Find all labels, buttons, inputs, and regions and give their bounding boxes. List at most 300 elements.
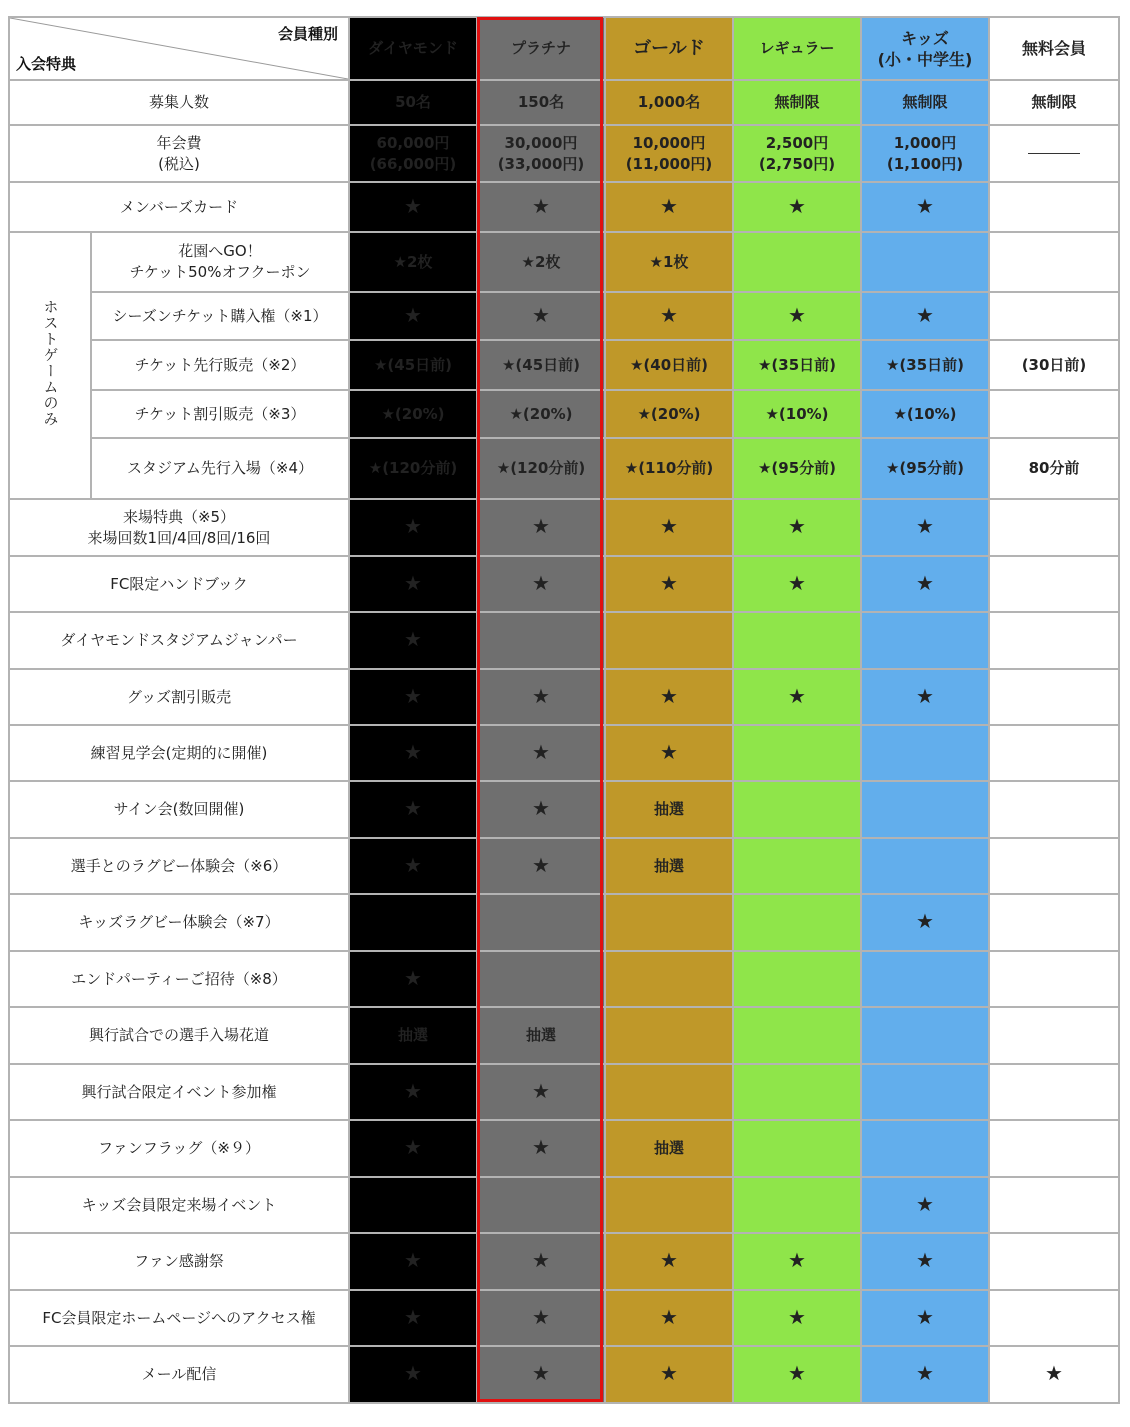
benefit-row [9, 232, 1119, 292]
star-icon: ★ [788, 193, 806, 218]
benefit-row [9, 838, 1119, 894]
benefit-label: 興行試合での選手入場花道 [88, 1026, 269, 1044]
cell-free [989, 80, 1119, 125]
cell-free [989, 894, 1119, 951]
star-icon: ★ [404, 852, 422, 877]
cell-value: ★(10%) [893, 404, 957, 423]
cell-free [989, 292, 1119, 340]
cell-kids [861, 725, 989, 781]
cell-kids [861, 894, 989, 951]
cell-diamond [349, 390, 477, 438]
cell-value-line: 1,000円 [893, 133, 957, 152]
cell-value: 抽選 [653, 1139, 684, 1157]
benefit-label-cell [9, 499, 349, 556]
cell-free [989, 438, 1119, 499]
cell-kids [861, 1233, 989, 1290]
cell-regular [733, 1177, 861, 1233]
cell-regular [733, 894, 861, 951]
star-icon: ★ [916, 193, 934, 218]
cell-platinum [477, 80, 605, 125]
cell-free [989, 1290, 1119, 1346]
cell-value-line: 10,000円 [632, 133, 706, 152]
benefit-row [9, 1346, 1119, 1403]
cell-value: ★(35日前) [757, 355, 837, 374]
cell-value: ★2枚 [393, 252, 433, 271]
cell-free [989, 838, 1119, 894]
cell-regular [733, 340, 861, 390]
cell-regular [733, 1064, 861, 1120]
header-corner-cell [9, 17, 349, 80]
star-icon: ★ [916, 1191, 934, 1216]
benefits-heading: 入会特典 [16, 55, 77, 73]
benefit-row [9, 725, 1119, 781]
benefit-label-cell [91, 232, 349, 292]
cell-platinum [477, 125, 605, 182]
cell-gold [605, 1177, 733, 1233]
cell-platinum [477, 182, 605, 232]
cell-free [989, 125, 1119, 182]
cell-value: ★(120分前) [496, 459, 586, 477]
cell-gold [605, 1346, 733, 1403]
benefit-row [9, 1233, 1119, 1290]
benefit-row [9, 951, 1119, 1007]
star-icon: ★ [404, 1135, 422, 1159]
cell-regular [733, 292, 861, 340]
star-icon: ★ [660, 739, 678, 764]
benefit-label: 募集人数 [148, 93, 209, 111]
cell-diamond [349, 781, 477, 838]
benefit-label: キッズラグビー体験会（※7） [78, 913, 280, 931]
cell-platinum [477, 340, 605, 390]
cell-value: 150名 [517, 93, 565, 111]
benefit-row [9, 781, 1119, 838]
tier-name: キッズ [901, 28, 949, 48]
benefit-label: エンドパーティーご招待（※8） [71, 969, 287, 988]
benefit-label-cell [9, 1346, 349, 1403]
benefit-label-cell [9, 838, 349, 894]
cell-free [989, 1177, 1119, 1233]
cell-value: ★2枚 [521, 252, 561, 271]
cell-platinum [477, 781, 605, 838]
cell-value: ★(95分前) [885, 459, 965, 477]
benefit-label-cell [9, 951, 349, 1007]
benefit-label: メール配信 [141, 1365, 217, 1383]
cell-value-line: 60,000円 [376, 133, 450, 152]
star-icon: ★ [404, 965, 422, 990]
benefit-label: チケット割引販売（※3） [134, 404, 306, 423]
cell-gold [605, 232, 733, 292]
cell-kids [861, 1120, 989, 1177]
cell-value: ★1枚 [649, 252, 689, 271]
star-icon: ★ [916, 1361, 934, 1385]
benefit-row [9, 499, 1119, 556]
star-icon: ★ [788, 1248, 806, 1272]
cell-gold [605, 125, 733, 182]
cell-value: ★(45日前) [501, 355, 581, 374]
star-icon: ★ [532, 193, 550, 218]
star-icon: ★ [404, 1361, 422, 1385]
benefit-label: 練習見学会(定期的に開催) [90, 743, 268, 762]
cell-diamond [349, 894, 477, 951]
cell-platinum [477, 1007, 605, 1064]
cell-platinum [477, 292, 605, 340]
cell-kids [861, 669, 989, 725]
star-icon: ★ [916, 909, 934, 933]
tier-header-kids [861, 17, 989, 80]
cell-kids [861, 1290, 989, 1346]
star-icon: ★ [404, 302, 422, 327]
star-icon: ★ [532, 852, 550, 877]
header-row [9, 17, 1119, 80]
tier-subtitle: (小・中学生) [877, 49, 973, 69]
cell-value: ★(120分前) [368, 459, 458, 477]
star-icon: ★ [660, 570, 678, 595]
cell-platinum [477, 390, 605, 438]
benefit-label: キッズ会員限定来場イベント [81, 1195, 277, 1214]
cell-value-line: (2,750円) [758, 154, 836, 173]
tier-header-gold [605, 17, 733, 80]
cell-kids [861, 182, 989, 232]
cell-gold [605, 725, 733, 781]
benefit-label: スタジアム先行入場（※4） [126, 459, 314, 477]
cell-free [989, 1233, 1119, 1290]
cell-platinum [477, 612, 605, 669]
benefit-row [9, 556, 1119, 612]
benefit-label-cell [9, 781, 349, 838]
benefit-row [9, 182, 1119, 232]
benefit-label: ダイヤモンドスタジアムジャンパー [60, 631, 298, 649]
cell-diamond [349, 1177, 477, 1233]
cell-regular [733, 1007, 861, 1064]
cell-value: ★(20%) [381, 404, 445, 423]
star-icon: ★ [532, 1248, 550, 1272]
cell-gold [605, 1120, 733, 1177]
cell-value: 80分前 [1028, 459, 1080, 477]
cell-value-line: 2,500円 [765, 133, 829, 152]
cell-free [989, 1120, 1119, 1177]
cell-platinum [477, 1233, 605, 1290]
not-applicable-dash [1028, 153, 1080, 154]
cell-gold [605, 80, 733, 125]
cell-diamond [349, 1064, 477, 1120]
tier-name: プラチナ [510, 39, 571, 57]
star-icon: ★ [916, 514, 934, 538]
cell-kids [861, 232, 989, 292]
benefit-row [9, 612, 1119, 669]
cell-platinum [477, 499, 605, 556]
cell-kids [861, 838, 989, 894]
cell-platinum [477, 232, 605, 292]
membership-benefits-table [8, 16, 1120, 1404]
cell-kids [861, 80, 989, 125]
cell-regular [733, 725, 861, 781]
cell-regular [733, 232, 861, 292]
star-icon: ★ [404, 796, 422, 820]
cell-value: ★(95分前) [757, 459, 837, 477]
cell-diamond [349, 725, 477, 781]
benefit-label-cell [9, 80, 349, 125]
benefit-label-cell [9, 725, 349, 781]
benefit-label-cell [91, 292, 349, 340]
benefit-label: シーズンチケット購入権（※1） [112, 306, 328, 325]
cell-regular [733, 1346, 861, 1403]
cell-regular [733, 781, 861, 838]
cell-kids [861, 612, 989, 669]
star-icon: ★ [660, 302, 678, 327]
cell-diamond [349, 292, 477, 340]
cell-gold [605, 1233, 733, 1290]
benefit-row [9, 125, 1119, 182]
star-icon: ★ [660, 193, 678, 218]
star-icon: ★ [788, 1361, 806, 1385]
benefit-label-cell [9, 182, 349, 232]
benefit-label-cell [9, 1120, 349, 1177]
cell-value: 50名 [395, 93, 431, 111]
star-icon: ★ [532, 1304, 550, 1329]
cell-free [989, 951, 1119, 1007]
cell-kids [861, 951, 989, 1007]
cell-gold [605, 556, 733, 612]
cell-regular [733, 951, 861, 1007]
cell-regular [733, 125, 861, 182]
cell-diamond [349, 182, 477, 232]
star-icon: ★ [660, 1361, 678, 1385]
cell-diamond [349, 125, 477, 182]
benefit-label-cell [9, 1177, 349, 1233]
cell-value: 無制限 [1031, 93, 1077, 111]
cell-kids [861, 438, 989, 499]
star-icon: ★ [532, 570, 550, 595]
benefit-row [9, 1290, 1119, 1346]
cell-platinum [477, 1064, 605, 1120]
star-icon: ★ [660, 683, 678, 708]
cell-diamond [349, 612, 477, 669]
cell-regular [733, 1120, 861, 1177]
benefit-label: FC会員限定ホームページへのアクセス権 [42, 1308, 316, 1327]
cell-free [989, 340, 1119, 390]
star-icon: ★ [916, 1304, 934, 1329]
cell-diamond [349, 838, 477, 894]
member-type-heading: 会員種別 [277, 25, 338, 43]
cell-kids [861, 1064, 989, 1120]
benefit-label: ファン感謝祭 [134, 1252, 224, 1270]
cell-platinum [477, 669, 605, 725]
star-icon: ★ [660, 1248, 678, 1272]
benefit-row [9, 1064, 1119, 1120]
benefit-label-cell [91, 340, 349, 390]
benefit-label: 花園へGO！ [178, 242, 262, 260]
cell-kids [861, 1007, 989, 1064]
benefit-row [9, 340, 1119, 390]
cell-gold [605, 669, 733, 725]
cell-diamond [349, 1290, 477, 1346]
star-icon: ★ [532, 683, 550, 708]
benefit-label: 来場回数1回/4回/8回/16回 [87, 528, 271, 547]
star-icon: ★ [404, 627, 422, 651]
cell-diamond [349, 951, 477, 1007]
star-icon: ★ [404, 514, 422, 538]
benefit-row [9, 1177, 1119, 1233]
benefit-row [9, 669, 1119, 725]
tier-name: レギュラー [759, 39, 835, 57]
cell-value: 無制限 [902, 93, 948, 111]
cell-gold [605, 781, 733, 838]
benefit-label: FC限定ハンドブック [110, 574, 248, 593]
cell-value: 抽選 [397, 1026, 428, 1044]
benefit-label: メンバーズカード [119, 197, 239, 216]
benefit-label-cell [9, 1233, 349, 1290]
cell-free [989, 499, 1119, 556]
star-icon: ★ [916, 570, 934, 595]
star-icon: ★ [532, 739, 550, 764]
cell-gold [605, 390, 733, 438]
benefit-label: チケット先行販売（※2） [134, 355, 306, 374]
cell-value: ★(10%) [765, 404, 829, 423]
cell-platinum [477, 838, 605, 894]
cell-regular [733, 390, 861, 438]
star-icon: ★ [788, 302, 806, 327]
star-icon: ★ [404, 570, 422, 595]
tier-name: 無料会員 [1021, 39, 1086, 58]
cell-kids [861, 556, 989, 612]
cell-value-line: (11,000円) [625, 154, 713, 173]
cell-free [989, 669, 1119, 725]
cell-free [989, 182, 1119, 232]
star-icon: ★ [404, 1304, 422, 1329]
cell-diamond [349, 232, 477, 292]
cell-value: 無制限 [774, 93, 820, 111]
cell-kids [861, 292, 989, 340]
cell-value: 抽選 [525, 1026, 556, 1044]
cell-value: ★(45日前) [373, 355, 453, 374]
benefit-label-cell [9, 1290, 349, 1346]
tier-header-platinum [477, 17, 605, 80]
cell-diamond [349, 1007, 477, 1064]
cell-platinum [477, 951, 605, 1007]
cell-gold [605, 894, 733, 951]
cell-kids [861, 390, 989, 438]
cell-gold [605, 340, 733, 390]
cell-gold [605, 1064, 733, 1120]
cell-value: ★(110分前) [624, 459, 714, 477]
cell-regular [733, 838, 861, 894]
benefit-label: グッズ割引販売 [126, 687, 232, 706]
benefit-label-cell [91, 390, 349, 438]
star-icon: ★ [788, 1304, 806, 1329]
cell-kids [861, 340, 989, 390]
cell-gold [605, 438, 733, 499]
benefit-label: 年会費 [156, 133, 202, 152]
star-icon: ★ [660, 514, 678, 538]
cell-value: ★(20%) [509, 404, 573, 423]
cell-value: ★(20%) [637, 404, 701, 423]
cell-value-line: (1,100円) [886, 154, 964, 173]
star-icon: ★ [404, 1248, 422, 1272]
cell-platinum [477, 1177, 605, 1233]
tier-name: ゴールド [633, 38, 705, 59]
cell-diamond [349, 1120, 477, 1177]
tier-name: ダイヤモンド [368, 39, 458, 57]
cell-gold [605, 951, 733, 1007]
benefit-label-cell [9, 1007, 349, 1064]
cell-regular [733, 182, 861, 232]
cell-value: ★(40日前) [629, 355, 709, 374]
cell-regular [733, 438, 861, 499]
cell-regular [733, 1290, 861, 1346]
cell-regular [733, 80, 861, 125]
cell-gold [605, 292, 733, 340]
cell-gold [605, 1290, 733, 1346]
benefit-row [9, 80, 1119, 125]
cell-diamond [349, 1346, 477, 1403]
cell-diamond [349, 80, 477, 125]
benefit-label: (税込) [158, 154, 200, 173]
star-icon: ★ [788, 570, 806, 595]
star-icon: ★ [532, 1361, 550, 1385]
benefit-label: サイン会(数回開催) [113, 800, 245, 818]
cell-free [989, 725, 1119, 781]
cell-kids [861, 1177, 989, 1233]
benefit-label-cell [9, 894, 349, 951]
benefit-label: ファンフラッグ（※９） [98, 1139, 260, 1157]
cell-value: 1,000名 [637, 93, 701, 111]
cell-value-line: 30,000円 [504, 133, 578, 152]
tier-header-free [989, 17, 1119, 80]
cell-platinum [477, 438, 605, 499]
benefit-row [9, 894, 1119, 951]
cell-free [989, 612, 1119, 669]
benefit-row [9, 1007, 1119, 1064]
cell-free [989, 556, 1119, 612]
benefit-label-cell [9, 556, 349, 612]
star-icon: ★ [532, 1078, 550, 1103]
cell-value: 抽選 [653, 800, 684, 818]
cell-platinum [477, 1290, 605, 1346]
cell-platinum [477, 1120, 605, 1177]
cell-diamond [349, 340, 477, 390]
benefit-row [9, 1120, 1119, 1177]
cell-regular [733, 556, 861, 612]
cell-value: ★(35日前) [885, 355, 965, 374]
cell-diamond [349, 1233, 477, 1290]
star-icon: ★ [532, 302, 550, 327]
cell-gold [605, 612, 733, 669]
star-icon: ★ [788, 683, 806, 708]
cell-free [989, 1007, 1119, 1064]
cell-value: (30日前) [1021, 355, 1087, 374]
cell-free [989, 781, 1119, 838]
cell-value-line: (33,000円) [497, 154, 585, 173]
cell-diamond [349, 499, 477, 556]
cell-free [989, 390, 1119, 438]
cell-free [989, 1346, 1119, 1403]
benefit-label: チケット50%オフクーポン [129, 263, 311, 281]
cell-diamond [349, 556, 477, 612]
star-icon: ★ [788, 514, 806, 538]
star-icon: ★ [660, 1304, 678, 1329]
cell-value-line: (66,000円) [369, 154, 457, 173]
cell-kids [861, 125, 989, 182]
benefit-row [9, 390, 1119, 438]
cell-diamond [349, 438, 477, 499]
star-icon: ★ [916, 1248, 934, 1272]
cell-gold [605, 838, 733, 894]
cell-regular [733, 669, 861, 725]
cell-regular [733, 612, 861, 669]
star-icon: ★ [532, 514, 550, 538]
cell-kids [861, 499, 989, 556]
star-icon: ★ [404, 683, 422, 708]
